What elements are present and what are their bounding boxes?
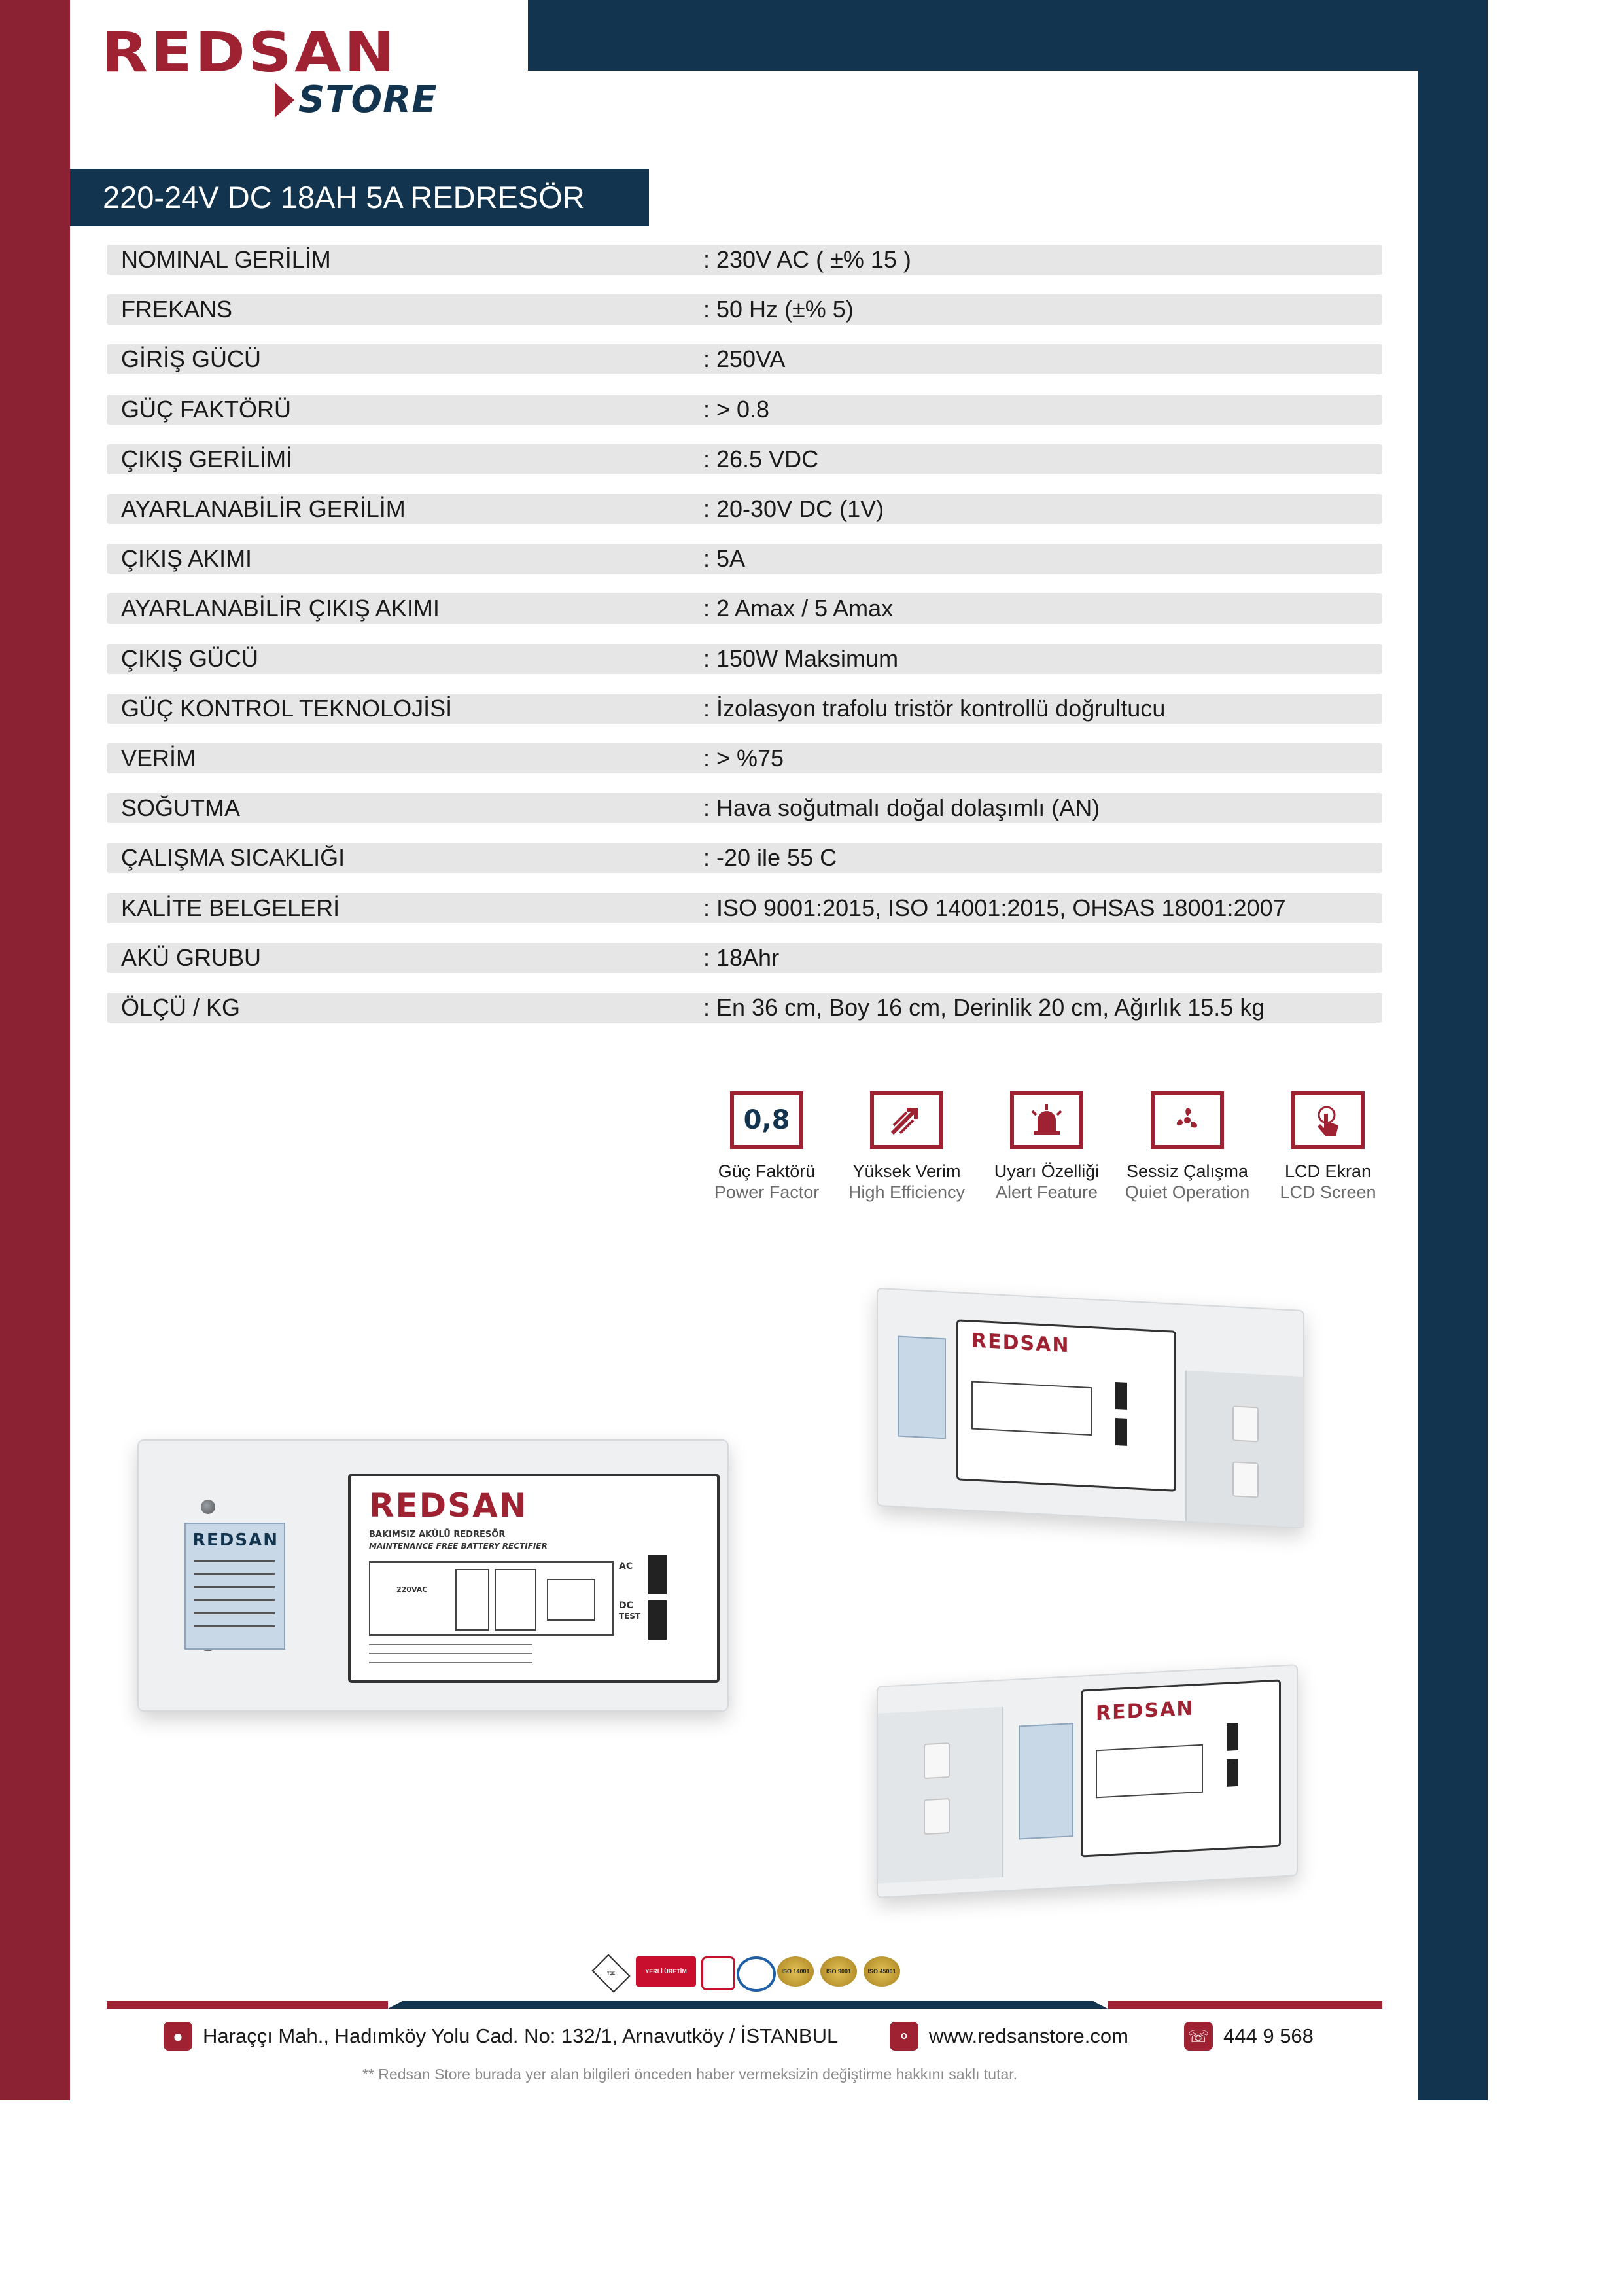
- spec-row: [107, 943, 1382, 973]
- brand-logo: REDSAN: [101, 20, 398, 84]
- power-factor-value: 0,8: [743, 1105, 790, 1135]
- spec-row: [107, 344, 1382, 374]
- rating-plate: [898, 1336, 946, 1439]
- spec-value: : 5A: [703, 545, 746, 573]
- feature-name: LCD Ekran: [1284, 1161, 1372, 1181]
- device-side: [1185, 1371, 1304, 1528]
- spec-value: : > %75: [703, 745, 784, 771]
- front-panel: [1081, 1679, 1281, 1857]
- spec-label: GÜÇ KONTROL TEKNOLOJİSİ: [121, 694, 453, 722]
- right-accent-bar: [1418, 0, 1488, 2100]
- feature-name: Güç Faktörü: [718, 1161, 816, 1181]
- feature-item: [838, 1091, 975, 1203]
- cert-label: ISO 9001: [826, 1968, 852, 1975]
- footer-disclaimer: ** Redsan Store burada yer alan bilgileri önceden haber vermeksizin değiştirme hakkını saklı tutar.: [362, 2066, 1018, 2083]
- dc-label: DC: [619, 1600, 633, 1611]
- device-front-body: [137, 1439, 729, 1712]
- feature-item: [698, 1091, 835, 1203]
- screw: [201, 1500, 215, 1514]
- location-pin-icon: ●: [164, 2022, 192, 2051]
- high-efficiency-icon: [870, 1091, 943, 1149]
- device-logo: REDSAN: [1096, 1697, 1195, 1725]
- feature-name-en: Power Factor: [714, 1182, 820, 1202]
- spec-row: [107, 694, 1382, 724]
- spec-value: : İzolasyon trafolu tristör kontrollü doğrultucu: [703, 694, 1166, 722]
- iso-badge: [820, 1956, 857, 1987]
- spec-row: [107, 395, 1382, 425]
- power-factor-icon: [730, 1091, 803, 1149]
- spec-row: [107, 544, 1382, 574]
- feature-name: Sessiz Çalışma: [1126, 1161, 1249, 1181]
- spec-row: [107, 294, 1382, 325]
- left-accent-bar: [0, 0, 70, 2100]
- spec-label: AYARLANABİLİR ÇIKIŞ AKIMI: [121, 595, 440, 622]
- spec-value: : En 36 cm, Boy 16 cm, Derinlik 20 cm, Ağırlık 15.5 kg: [703, 994, 1265, 1021]
- front-panel: [348, 1474, 720, 1683]
- spec-value: : 18Ahr: [703, 944, 780, 971]
- footer-phone[interactable]: 444 9 568: [1223, 2024, 1314, 2047]
- tse-logo: [591, 1954, 630, 1992]
- device-subtitle-en: MAINTENANCE FREE BATTERY RECTIFIER: [369, 1542, 548, 1551]
- feature-item: [978, 1091, 1115, 1203]
- spec-row: [107, 793, 1382, 823]
- spec-label: GÜÇ FAKTÖRÜ: [121, 395, 292, 423]
- alert-siren-icon: [1010, 1091, 1083, 1149]
- spec-label: VERİM: [121, 745, 196, 771]
- test-label: TEST: [619, 1612, 641, 1621]
- device-angle-body: [877, 1664, 1298, 1898]
- footer-address: Haraççı Mah., Hadımköy Yolu Cad. No: 132/1, Arnavutköy / İSTANBUL: [203, 2024, 839, 2047]
- brand-store-text: STORE: [298, 79, 438, 121]
- spec-row: [107, 444, 1382, 474]
- dc-switch: [648, 1600, 667, 1640]
- spec-value: : ISO 9001:2015, ISO 14001:2015, OHSAS 18001:2007: [703, 894, 1286, 921]
- yerli-uretim-logo: [636, 1956, 696, 1987]
- spec-value: : 26.5 VDC: [703, 445, 819, 472]
- circuit-diagram: 220VAC: [369, 1561, 614, 1636]
- spec-row: [107, 993, 1382, 1023]
- spec-row: [107, 893, 1382, 923]
- globe-icon: ⚬: [890, 2022, 918, 2051]
- feature-name-en: Quiet Operation: [1125, 1182, 1250, 1202]
- footer-website[interactable]: www.redsanstore.com: [929, 2024, 1128, 2047]
- spec-label: AKÜ GRUBU: [121, 944, 262, 971]
- front-panel: [956, 1319, 1176, 1492]
- spec-row: [107, 644, 1382, 674]
- spec-value: : 20-30V DC (1V): [703, 495, 884, 522]
- spec-value: : -20 ile 55 C: [703, 844, 837, 872]
- ac-label: AC: [619, 1561, 633, 1572]
- top-accent-bar: [528, 0, 1488, 71]
- spec-row: [107, 245, 1382, 275]
- spec-label: ÇIKIŞ GÜCÜ: [121, 645, 259, 672]
- device-side: [878, 1707, 1003, 1884]
- spec-row: [107, 494, 1382, 524]
- spec-label: FREKANS: [121, 296, 233, 323]
- spec-value: : 50 Hz (±% 5): [703, 296, 854, 323]
- spec-value: : > 0.8: [703, 395, 770, 423]
- feature-item: [1259, 1091, 1397, 1203]
- device-angle-body: [877, 1288, 1304, 1528]
- spec-row: [107, 843, 1382, 873]
- feature-item: [1119, 1091, 1256, 1203]
- spec-label: ÖLÇÜ / KG: [121, 994, 241, 1021]
- chevron-icon: [275, 82, 294, 118]
- quality-badge-icon: [701, 1956, 735, 1990]
- fan-icon: [1151, 1091, 1224, 1149]
- spec-label: NOMINAL GERİLİM: [121, 246, 331, 273]
- touch-screen-icon: [1291, 1091, 1365, 1149]
- footer-divider-left: [107, 2001, 388, 2009]
- spec-label: GİRİŞ GÜCÜ: [121, 345, 262, 373]
- spec-row: [107, 743, 1382, 773]
- ac-switch: [648, 1555, 667, 1594]
- phone-icon: ☏: [1184, 2022, 1213, 2051]
- spec-value: : 150W Maksimum: [703, 645, 899, 672]
- cert-label: TSE: [606, 1971, 616, 1976]
- device-subtitle: BAKIMSIZ AKÜLÜ REDRESÖR: [369, 1530, 506, 1540]
- footer-divider-mid: [388, 2001, 1108, 2009]
- spec-value: : 230V AC ( ±% 15 ): [703, 246, 911, 273]
- spec-label: AYARLANABİLİR GERİLİM: [121, 495, 406, 522]
- brand-store-logo: [275, 79, 438, 121]
- ce-badge-icon: [737, 1956, 776, 1992]
- device-logo: REDSAN: [971, 1329, 1070, 1358]
- feature-name-en: Alert Feature: [995, 1182, 1098, 1202]
- spec-label: SOĞUTMA: [121, 794, 241, 822]
- spec-row: [107, 593, 1382, 624]
- feature-name-en: LCD Screen: [1280, 1182, 1376, 1202]
- cert-label: YERLİ ÜRETİM: [645, 1968, 687, 1975]
- rating-plate: [1019, 1723, 1073, 1839]
- spec-label: ÇALIŞMA SICAKLIĞI: [121, 844, 345, 872]
- spec-value: : 2 Amax / 5 Amax: [703, 595, 894, 622]
- iso-badge: [864, 1956, 900, 1987]
- feature-name: Yüksek Verim: [852, 1161, 961, 1181]
- feature-name-en: High Efficiency: [848, 1182, 966, 1202]
- spec-label: KALİTE BELGELERİ: [121, 894, 340, 921]
- feature-name: Uyarı Özelliği: [994, 1161, 1100, 1181]
- cert-label: ISO 45001: [867, 1968, 896, 1975]
- rating-plate-logo: REDSAN: [192, 1530, 279, 1550]
- footer-divider-right: [1108, 2001, 1382, 2009]
- device-logo: REDSAN: [369, 1487, 528, 1525]
- product-title: 220-24V DC 18AH 5A REDRESÖR: [70, 169, 649, 226]
- rating-plate: [184, 1523, 285, 1650]
- cert-label: ISO 14001: [781, 1968, 810, 1975]
- iso-badge: [777, 1956, 814, 1987]
- spec-label: ÇIKIŞ GERİLİMİ: [121, 445, 293, 472]
- spec-value: : 250VA: [703, 345, 786, 373]
- spec-value: : Hava soğutmalı doğal dolaşımlı (AN): [703, 794, 1100, 822]
- spec-label: ÇIKIŞ AKIMI: [121, 545, 253, 573]
